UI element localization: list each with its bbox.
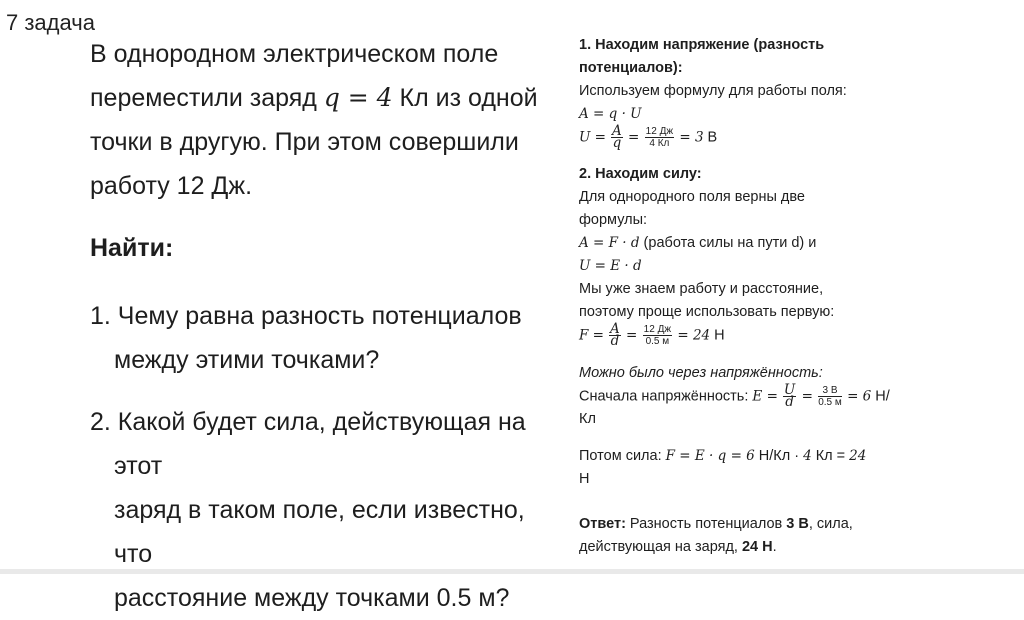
problem-text: Кл из одной [392,84,538,112]
formula-part: = 6 [842,387,872,404]
fraction [783,381,796,410]
formula-part: U = [579,129,606,146]
numerator: A [610,321,620,338]
answer-value: 24 Н [741,538,773,555]
numerator: 3 В [818,385,842,397]
problem-line [90,120,540,164]
fraction [645,126,674,149]
denominator: 0.5 м [818,396,842,408]
formula-part: 4 [803,447,812,464]
formula-part: A = F · d [579,235,640,252]
unit: Н [579,470,590,487]
question-text: между этими точками? [114,346,380,374]
fraction [609,321,621,350]
solution-text: формулы: [579,212,648,229]
unit: Н/ [871,387,890,404]
step-2-heading [579,163,919,186]
problem-text: переместили заряд [90,84,324,112]
fraction [611,123,623,151]
formula-part: U = E · d [579,258,642,275]
formula-part: = [797,387,818,404]
unit: Н/Кл · [754,447,804,464]
problem-text: работу [90,172,177,200]
problem-line [90,164,540,208]
answer-label: Ответ: [579,515,626,532]
answer-text: . [772,538,777,555]
unit: Кл [579,410,596,427]
question-1 [90,294,540,382]
solution-text: Потом сила: [579,447,666,464]
problem-line [90,76,540,120]
unit: Кл = [811,447,850,464]
formula-part: 24 [849,447,867,464]
find-heading: Найти: [90,234,174,262]
question-text: 1. Чему равна разность потенциалов [90,302,522,330]
formula-line [579,255,919,278]
answer [579,513,919,536]
formula-part: = [623,129,644,146]
denominator: q [612,135,622,151]
numerator: 12 Дж [643,324,672,336]
problem-statement [90,32,540,620]
problem-text: точки в другую. При этом совершили [90,128,519,156]
denominator: d [610,333,620,350]
answer-text: действующая на заряд, [579,538,742,555]
formula-line [579,381,919,410]
unit: Н [710,327,725,344]
work-formula: A = q · U [579,106,642,122]
heading-text: 1. Находим напряжение (разность [579,37,825,53]
formula-part: = [621,327,642,344]
solution-text: поэтому проще использовать первую: [579,304,835,321]
heading-text: потенциалов): [579,60,683,76]
solution-text: Сначала напряжённость: [579,387,753,404]
formula-part: F = E · q = 6 [665,447,755,464]
fraction [643,324,672,347]
solution-text: Используем формулу для работы поля: [579,83,847,99]
problem-text: В однородном электрическом поле [90,40,499,68]
formula-part: = 24 [673,327,711,344]
question-2 [90,400,540,620]
formula-line [579,321,919,350]
formula-line [579,103,919,126]
work-value: 12 Дж [176,172,246,200]
formula-part: F = [579,327,604,344]
step-1-heading [579,34,919,57]
denominator: 0.5 м [645,336,670,348]
formula-part: E = [752,387,778,404]
formula-part: = 3 [675,129,704,146]
numerator: 12 Дж [645,126,674,137]
solution-text: Для однородного поля верны две [579,189,805,206]
answer-cont [579,536,919,559]
charge-formula: q = 4 [323,83,393,112]
slide-title: 7 задача [6,10,95,35]
fraction [818,385,842,408]
bottom-divider [0,569,1024,574]
numerator: U [783,381,796,398]
solution-text: (работа силы на пути d) и [639,235,817,252]
heading-text: 2. Находим силу: [579,166,702,183]
denominator: 4 Кл [649,138,670,149]
formula-line [579,408,919,431]
solution-text: Мы уже знаем работу и расстояние, [579,281,824,298]
answer-value: 3 В [786,515,809,532]
numerator: A [612,123,622,139]
step-1-heading-cont [579,57,919,80]
alternative-heading: Можно было через напряжённость: [579,364,823,381]
formula-line [579,445,919,468]
problem-line [90,32,540,76]
unit: В [703,129,718,146]
question-text: расстояние между точками 0.5 м? [114,584,510,612]
denominator: d [785,393,794,410]
question-text: 2. Какой будет сила, действующая на этот [90,408,526,480]
formula-line [579,468,919,491]
solution [579,34,919,559]
problem-text: . [245,172,253,200]
question-text: заряд в таком поле, если известно, что [114,496,525,568]
formula-line [579,232,919,255]
formula-line [579,123,919,151]
answer-text: , сила, [808,515,853,532]
answer-text: Разность потенциалов [625,515,787,532]
